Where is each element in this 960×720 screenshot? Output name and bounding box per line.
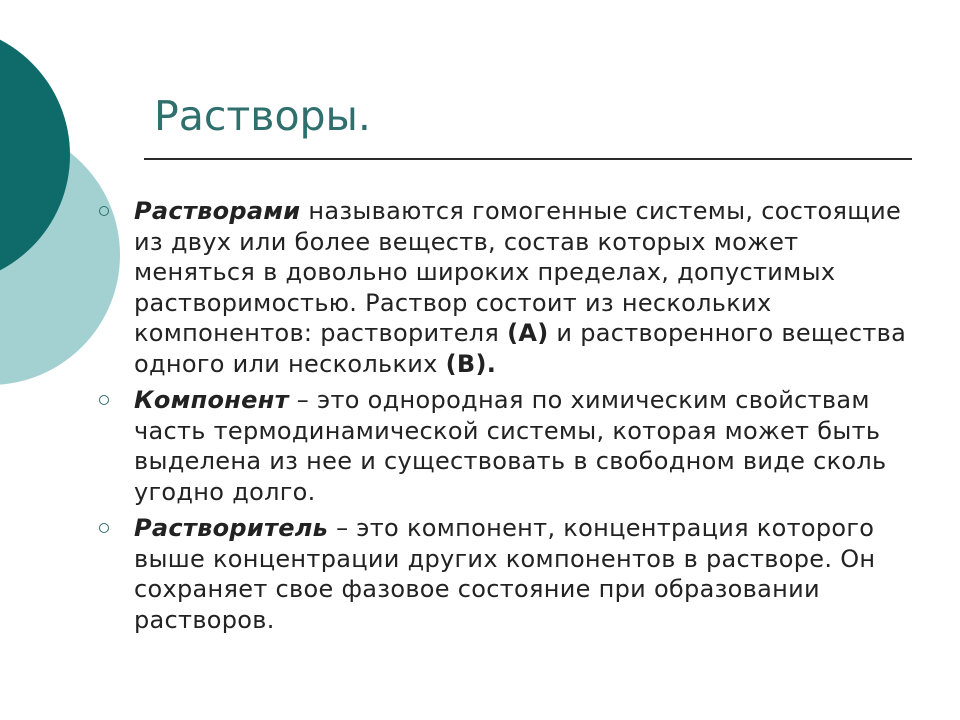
bullet-ring-icon: [99, 206, 109, 216]
item-text: [134, 385, 916, 507]
list-item: [96, 513, 916, 635]
solute-label: (В).: [445, 349, 497, 378]
item-text: [134, 513, 916, 635]
term: Компонент: [134, 386, 289, 414]
bullet-list: [96, 196, 916, 641]
term: Растворами: [134, 197, 301, 225]
solvent-label: (А): [507, 319, 549, 347]
bullet-ring-icon: [99, 523, 109, 533]
term: Растворитель: [134, 514, 329, 542]
slide-title: Растворы.: [154, 92, 371, 140]
list-item: [96, 196, 916, 379]
definition: называются гомогенные системы, состоящие из двух или более веществ, состав которых может меняться в довольно широких пределах, допустимых растворимостью. Раствор состоит из нескольких компонентов: растворителя: [134, 197, 902, 347]
definition: – это компонент, концентрация которого выше концентрации других компонентов в растворе. Он сохраняет свое фазовое состояние при образовании растворов.: [134, 514, 876, 634]
list-item: [96, 385, 916, 507]
item-text: [134, 196, 916, 379]
definition: – это однородная по химическим свойствам часть термодинамической системы, которая может быть выделена из нее и существовать в свободном виде сколь угодно долго.: [134, 386, 887, 506]
title-divider: [144, 158, 912, 160]
definition-cont: и растворенного вещества одного или нескольких: [134, 319, 907, 378]
bullet-ring-icon: [99, 395, 109, 405]
